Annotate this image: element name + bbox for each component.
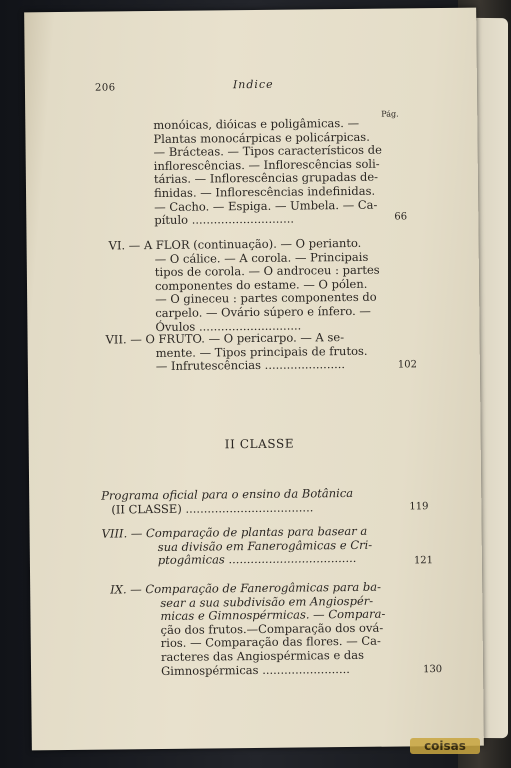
section-title: II CLASSE <box>224 436 295 452</box>
toc-line: sear a sua subdivisão em Angiospér- <box>160 593 374 610</box>
toc-line: (II CLASSE) ................................... <box>111 499 314 517</box>
page-number: 206 <box>94 82 116 94</box>
toc-line: — Infrutescências ...................... <box>155 357 346 374</box>
toc-entry-program <box>101 486 401 516</box>
toc-entry-chapter-9 <box>110 580 411 678</box>
toc-page-number: 119 <box>409 501 429 513</box>
toc-line: finidas. — Inflorescências indefinidas. <box>153 183 376 201</box>
toc-entry-chapter-6 <box>109 236 400 334</box>
toc-line: — Brácteas. — Tipos característicos de <box>153 142 382 160</box>
toc-page-number: 102 <box>397 359 418 371</box>
toc-line: monóicas, dióicas e poligâmicas. — <box>153 115 360 133</box>
toc-line: — Cacho. — Espiga. — Umbela. — Ca- <box>154 197 378 214</box>
toc-line: inflorescências. — Inflorescências soli- <box>153 156 380 173</box>
toc-line: VII. — O FRUTO. — O pericarpo. — A se- <box>105 330 345 347</box>
toc-line: micas e Gimnospérmicas. — Compara- <box>160 606 386 624</box>
pag-label: Pág. <box>381 109 399 119</box>
toc-line: componentes do estame. — O pólen. <box>154 276 368 293</box>
toc-line: Plantas monocárpicas e policárpicas. <box>153 129 370 146</box>
toc-line: carpelo. — Ovário súpero e ínfero. — <box>155 303 371 320</box>
toc-entry-chapter-8 <box>102 524 412 568</box>
toc-page-number: 121 <box>413 555 434 567</box>
toc-line: ptogâmicas ................................... <box>157 551 357 568</box>
toc-line: — O gineceu : partes componentes do <box>155 290 377 307</box>
toc-line: Gimnospérmicas ........................ <box>160 661 350 678</box>
toc-page-number: 66 <box>394 211 408 223</box>
toc-line: pítulo ............................ <box>154 211 295 228</box>
toc-line: mente. — Tipos principais de frutos. <box>155 343 368 360</box>
toc-line: — O cálice. — A corola. — Principais <box>154 249 369 266</box>
toc-entry-chapter-7 <box>106 330 406 374</box>
toc-line: racteres das Angiospérmicas e das <box>160 647 365 664</box>
toc-page-number: 130 <box>422 664 443 676</box>
watermark: coisas <box>410 738 480 754</box>
toc-line: tárias. — Inflorescências grupadas de- <box>153 170 379 187</box>
toc-line: IX. — Comparação de Fanerogâmicas para ba- <box>110 579 382 597</box>
toc-line: Óvulos ............................ <box>155 318 302 334</box>
toc-line: ção dos frutos.—Comparação dos ová- <box>160 620 384 637</box>
running-title: Indice <box>232 77 274 92</box>
toc-line: VIII. — Comparação de plantas para basear a <box>101 523 368 541</box>
book-page <box>24 8 484 751</box>
toc-entry-continuation <box>153 117 394 228</box>
toc-line: sua divisão em Fanerogâmicas e Cri- <box>157 537 373 554</box>
toc-line: VI. — A FLOR (continuação). — O perianto. <box>108 235 362 253</box>
toc-line: rios. — Comparação das flores. — Ca- <box>160 634 381 651</box>
toc-line: Programa oficial para o ensino da Botânica <box>101 485 354 503</box>
toc-line: tipos de corola. — O androceu : partes <box>154 262 380 280</box>
